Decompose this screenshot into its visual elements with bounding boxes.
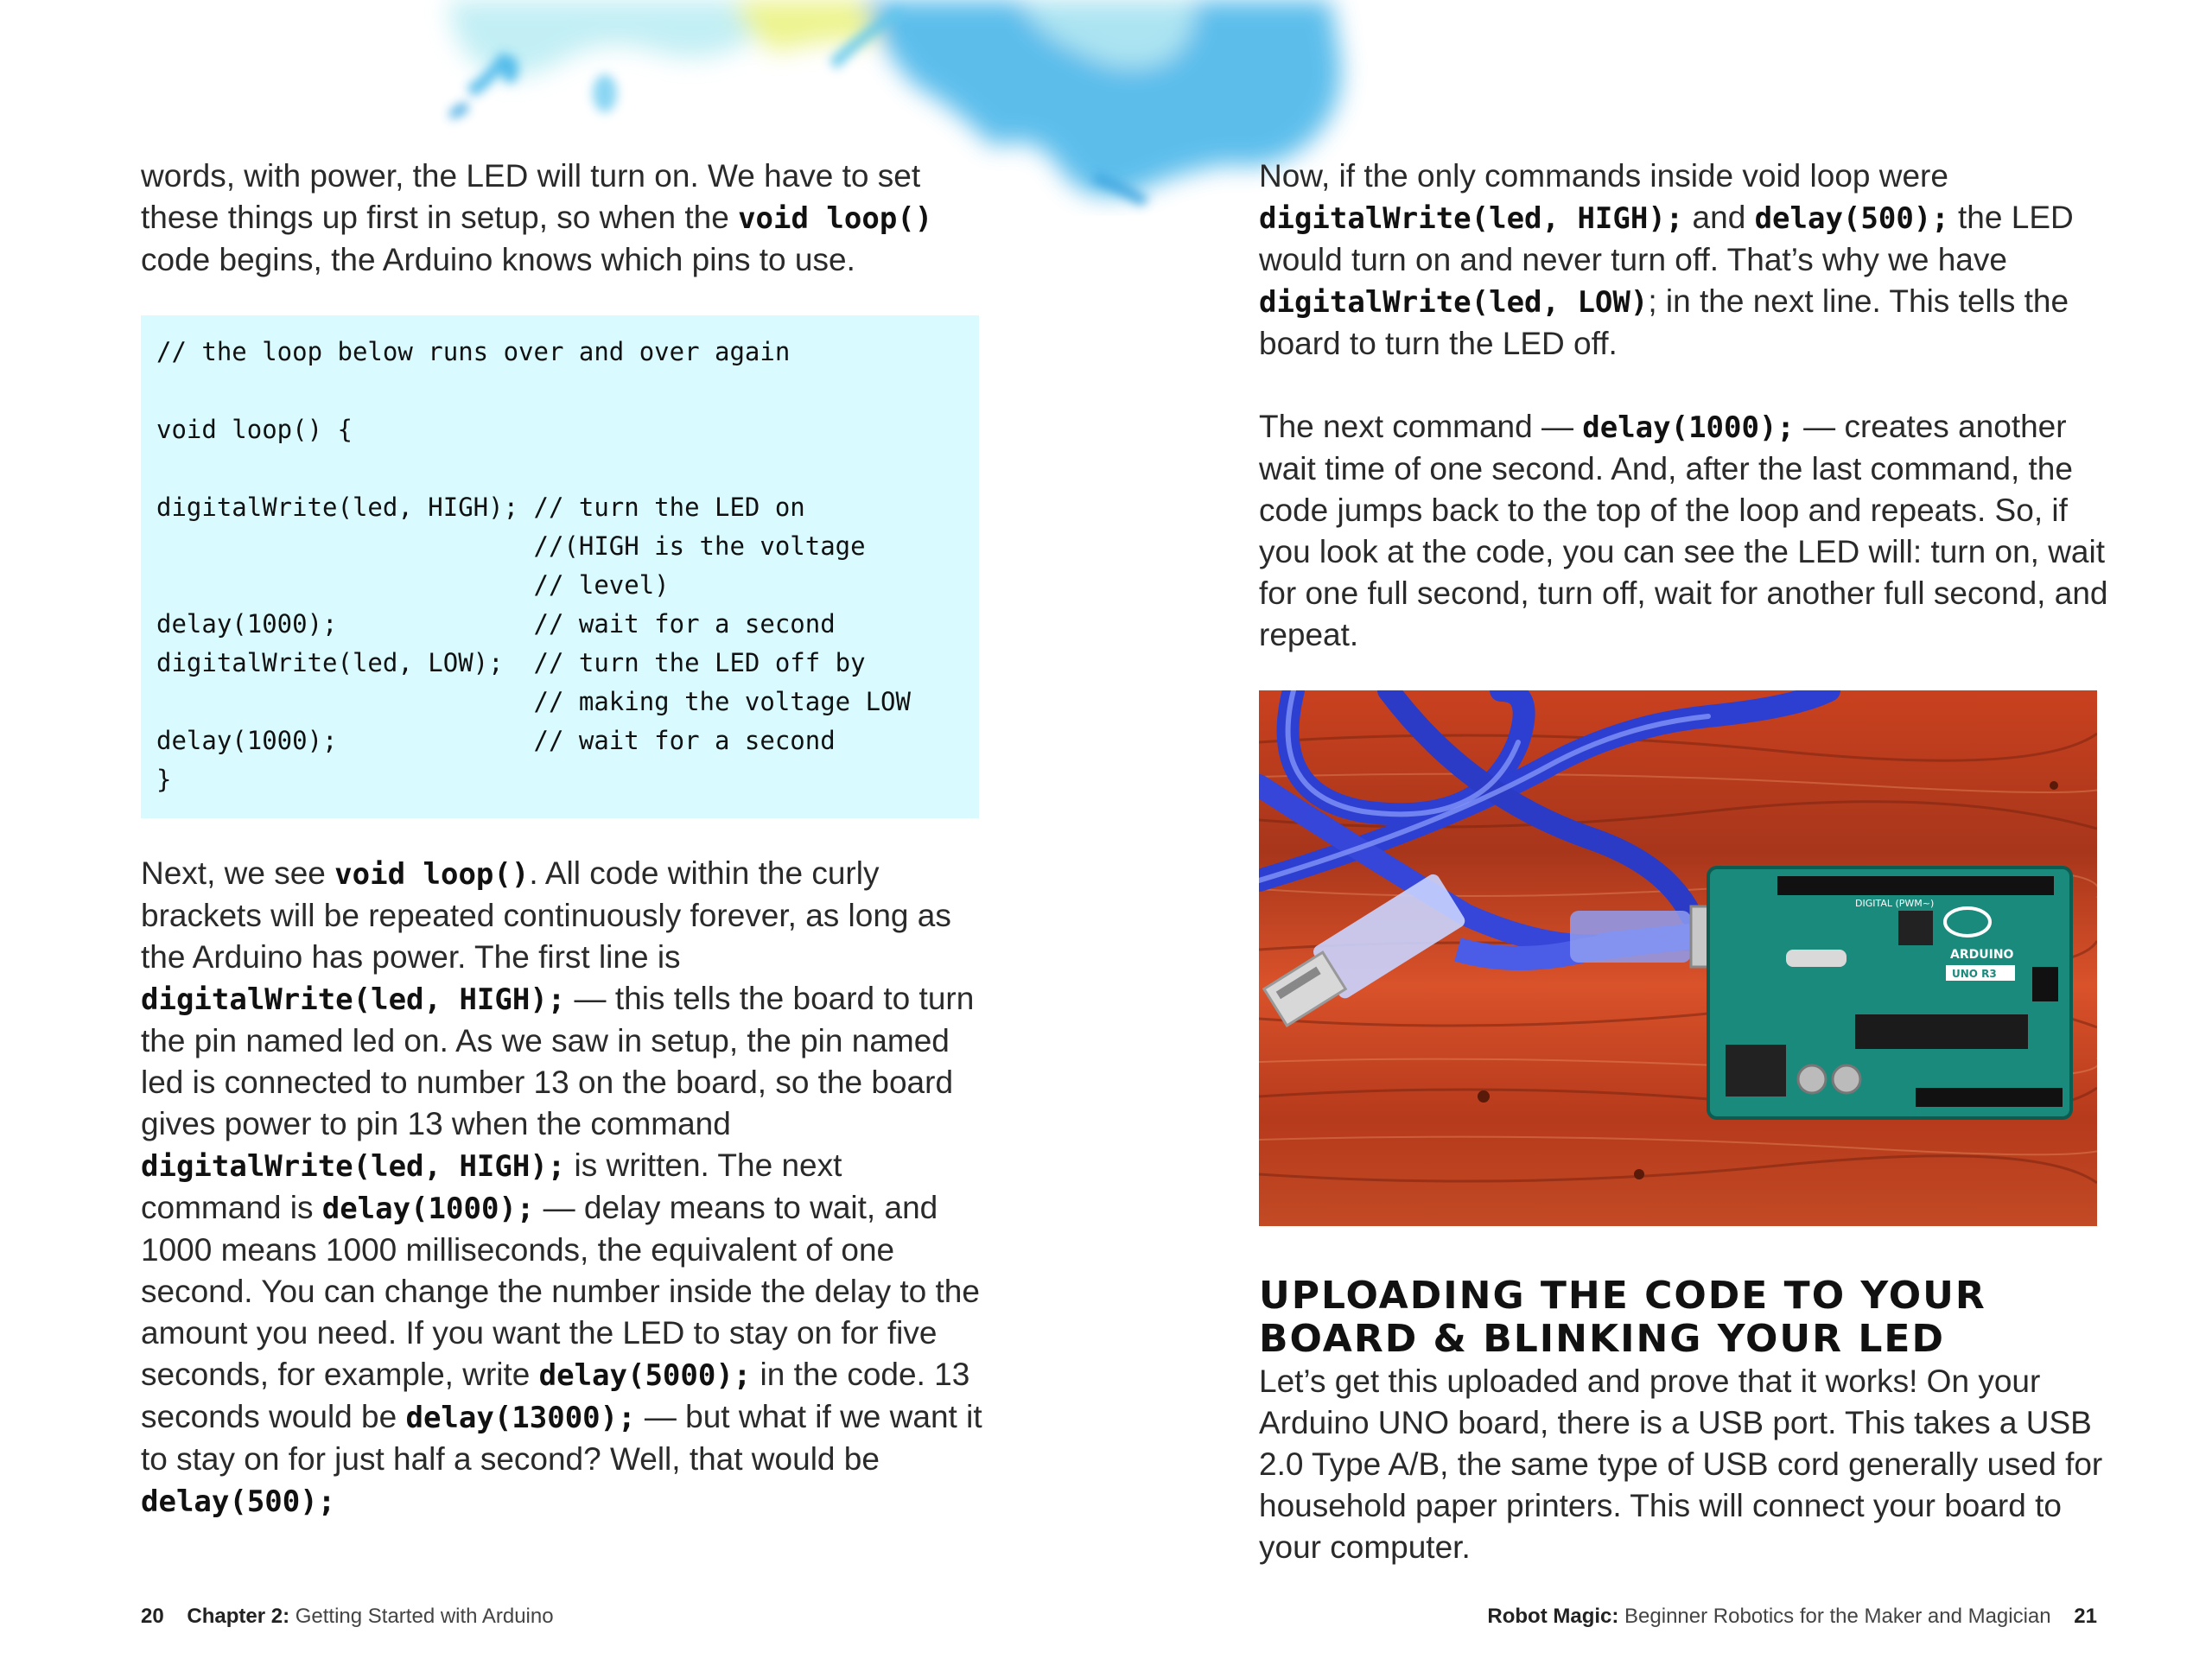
- intro-paragraph: words, with power, the LED will turn on. We have to set these things up first in setup, so when the void loop() code begins, the Arduino knows which pins to use.: [141, 158, 933, 277]
- right-column: [1259, 156, 2114, 1568]
- footer-chapter-label: Chapter 2:: [187, 1605, 290, 1628]
- code-listing: // the loop below runs over and over again void loop() { digitalWrite(led, HIGH); // turn the LED on //(HIGH is the voltage // level) delay(1000); // wait for a second digitalWrite(led, LOW); // turn the LED off by // making the voltage LOW delay(1000); // wait for a second }: [156, 337, 911, 794]
- inline-code: delay(1000);: [321, 1192, 535, 1226]
- page-number-right: 21: [2074, 1605, 2097, 1628]
- code-block: [141, 315, 979, 818]
- page-number-left: 20: [141, 1605, 164, 1628]
- footer-chapter-title: Getting Started with Arduino: [295, 1605, 554, 1628]
- inline-code: delay(13000);: [405, 1401, 636, 1435]
- inline-code: void loop(): [334, 857, 530, 892]
- left-column: [141, 156, 988, 1522]
- footer-book-label: Robot Magic:: [1487, 1605, 1619, 1628]
- heading-line-1: UPLOADING THE CODE TO YOUR: [1259, 1274, 1986, 1318]
- inline-code: delay(500);: [1754, 201, 1949, 236]
- inline-code: digitalWrite(led, HIGH);: [141, 982, 566, 1017]
- inline-code: delay(5000);: [538, 1358, 752, 1393]
- delay-explanation-paragraph: The next command — delay(1000); — creates another wait time of one second. And, after the last command, the code jumps back to the top of the loop and repeats. So, if you look at the code, you can see the LED will: turn on, wait for one full second, turn off, wait for another full second, and repeat.: [1259, 409, 2108, 652]
- inline-code: digitalWrite(led, LOW): [1259, 285, 1649, 320]
- heading-line-2: BOARD & BLINKING YOUR LED: [1259, 1317, 1945, 1361]
- header-label: DIGITAL (PWM~): [1855, 898, 1935, 909]
- arduino-usb-photo: [1259, 690, 2097, 1226]
- inline-code: delay(500);: [141, 1484, 336, 1519]
- footer-left: [141, 1605, 554, 1629]
- footer-right: [1487, 1605, 2097, 1629]
- model-label: UNO R3: [1952, 968, 1997, 980]
- loop-explanation-paragraph: Now, if the only commands inside void loop were digitalWrite(led, HIGH); and delay(500); the LED would turn on and never turn off. That’s why we have digitalWrite(led, LOW); in the next line. This tells the board to turn the LED off.: [1259, 158, 2074, 361]
- footer-book-title: Beginner Robotics for the Maker and Magician: [1624, 1605, 2051, 1628]
- inline-code: delay(1000);: [1582, 410, 1795, 445]
- board-label: ARDUINO: [1950, 948, 2014, 962]
- inline-code: digitalWrite(led, HIGH);: [141, 1149, 566, 1184]
- inline-code: digitalWrite(led, HIGH);: [1259, 201, 1684, 236]
- inline-code: void loop(): [738, 201, 933, 236]
- upload-paragraph: Let’s get this uploaded and prove that it works! On your Arduino UNO board, there is a USB port. This takes a USB 2.0 Type A/B, the same type of USB cord generally used for household paper printers. This will connect your board to your computer.: [1259, 1363, 2103, 1565]
- section-heading: [1259, 1274, 2114, 1361]
- body-paragraph: Next, we see void loop(). All code within the curly brackets will be repeated continuously forever, as long as the Arduino has power. The first line is digitalWrite(led, HIGH); — this tells the board to turn the pin named led on. As we saw in setup, the pin named led is connected to number 13 on the board, so the board gives power to pin 13 when the command digitalWrite(led, HIGH); is written. The next command is delay(1000); — delay means to wait, and 1000 means 1000 milliseconds, the equivalent of one second. You can change the number inside the delay to the amount you need. If you want the LED to stay on for five seconds, for example, write delay(5000); in the code. 13 seconds would be delay(13000); — but what if we want it to stay on for just half a second? Well, that would be delay(500);: [141, 855, 982, 1519]
